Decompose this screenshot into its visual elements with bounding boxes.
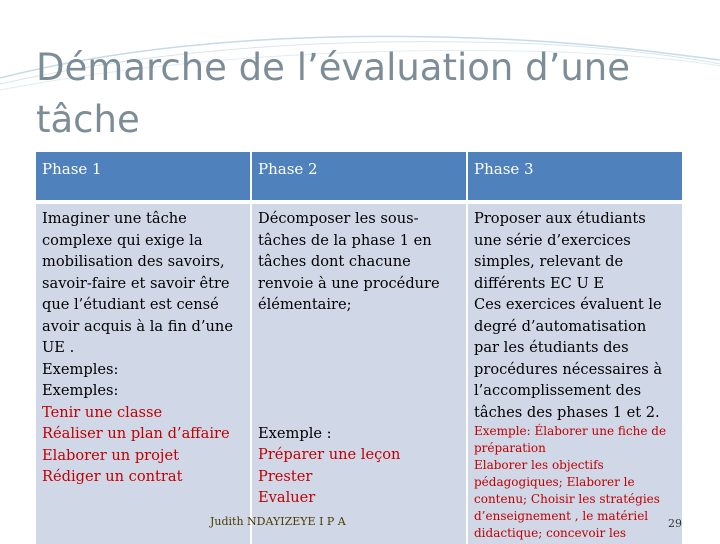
header-phase-3: Phase 3: [468, 152, 684, 200]
phase1-text-line: Exemples:: [42, 382, 119, 399]
phase1-text-line: savoir-faire et savoir être: [42, 274, 230, 292]
phase1-text-line: UE .: [42, 339, 75, 356]
phase2-text-line: élémentaire;: [258, 296, 352, 313]
phase1-text-line: que l’étudiant est censé: [42, 296, 219, 313]
phase3-text-line: degré d’automatisation: [474, 317, 647, 335]
phase1-example: Tenir une classe: [42, 403, 163, 421]
slide-footer: Judith NDAYIZEYE I P A: [210, 515, 346, 528]
phase1-text-line: avoir acquis à la fin d’une: [42, 317, 233, 335]
cell-phase-3: [468, 204, 684, 544]
phase3-text-line: simples, relevant de: [474, 253, 624, 270]
phase3-text-line: une série d’exercices: [474, 231, 631, 249]
phase3-text-line: tâches des phases 1 et 2.: [474, 403, 660, 421]
phase2-example: Evaluer: [258, 489, 316, 506]
phase2-example: Préparer une leçon: [258, 446, 401, 463]
phase2-text-line: Décomposer les sous-: [258, 210, 419, 227]
phase3-text-line: l’accomplissement des: [474, 382, 642, 399]
phase2-text-line: renvoie à une procédure: [258, 274, 440, 292]
phase3-example-line: pédagogiques; Elaborer le: [474, 475, 635, 489]
phase3-example-line: d’enseignement , le matériel: [474, 509, 649, 523]
phase1-example: Rédiger un contrat: [42, 468, 183, 485]
phases-table: [36, 152, 684, 540]
phase1-text-line: Imaginer une tâche: [42, 210, 187, 227]
phase3-example-line: didactique; concevoir les: [474, 526, 627, 540]
cell-phase-2: [252, 204, 468, 544]
phase1-text-line: complexe qui exige la: [42, 231, 203, 249]
phase3-example-line: préparation: [474, 441, 546, 455]
phase1-text-line: Exemples:: [42, 360, 119, 378]
phase2-example: Prester: [258, 467, 313, 485]
phase2-example-label: Exemple :: [258, 424, 332, 442]
phase3-text-line: Ces exercices évaluent le: [474, 296, 662, 313]
page-number: 29: [668, 517, 682, 530]
phase1-example: Elaborer un projet: [42, 446, 179, 464]
slide-title-line-1: Démarche de l’évaluation d’une: [36, 46, 631, 89]
phase3-text-line: par les étudiants des: [474, 339, 629, 356]
phase2-spacer: [258, 316, 460, 423]
slide-title: [36, 42, 686, 146]
phase3-example-line: Elaborer les objectifs: [474, 458, 604, 472]
phase3-text-line: différents EC U E: [474, 274, 605, 292]
phase2-text-line: tâches de la phase 1 en: [258, 231, 432, 249]
cell-phase-1: [36, 204, 252, 544]
header-phase-1: Phase 1: [36, 152, 252, 200]
phase1-text-line: mobilisation des savoirs,: [42, 253, 225, 270]
phase3-example-line: Exemple: Élaborer une fiche de: [474, 424, 667, 438]
phase1-example: Réaliser un plan d’affaire: [42, 425, 230, 442]
phase3-example-line: contenu; Choisir les stratégies: [474, 492, 660, 506]
header-phase-2: Phase 2: [252, 152, 468, 200]
phase3-text-line: procédures nécessaires à: [474, 360, 663, 378]
slide-title-line-2: tâche: [36, 98, 140, 141]
phase2-text-line: tâches dont chacune: [258, 253, 411, 270]
phase3-text-line: Proposer aux étudiants: [474, 210, 646, 227]
